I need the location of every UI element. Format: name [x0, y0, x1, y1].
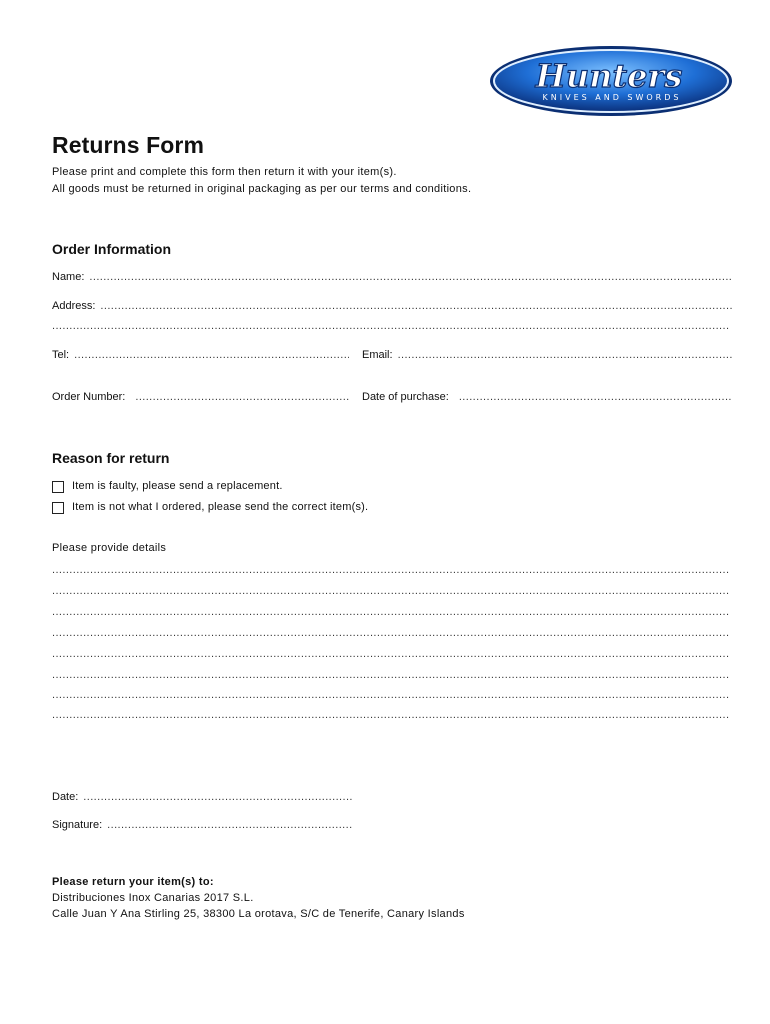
reason-heading: Reason for return [52, 450, 170, 466]
details-line[interactable] [52, 627, 730, 639]
page-title: Returns Form [52, 132, 204, 158]
hunters-logo [488, 44, 734, 118]
details-line[interactable] [52, 585, 730, 597]
return-address-street: Calle Juan Y Ana Stirling 25, 38300 La orotava, S/C de Tenerife, Canary Islands [52, 908, 465, 920]
details-label: Please provide details [52, 542, 167, 554]
details-line[interactable] [52, 669, 730, 681]
tel-field[interactable] [52, 349, 349, 363]
return-address-heading: Please return your item(s) to: [52, 876, 214, 888]
details-line[interactable] [52, 689, 730, 701]
address-label: Address: [52, 300, 96, 312]
name-field[interactable] [52, 271, 732, 285]
order-information-heading: Order Information [52, 241, 172, 257]
date-of-purchase-label: Date of purchase: [362, 391, 449, 403]
return-address-company: Distribuciones Inox Canarias 2017 S.L. [52, 892, 254, 904]
faulty-option-label: Item is faulty, please send a replacement. [72, 480, 283, 492]
faulty-checkbox[interactable] [52, 481, 64, 493]
details-line[interactable] [52, 564, 730, 576]
details-line[interactable] [52, 709, 730, 721]
details-line[interactable] [52, 648, 730, 660]
address-field[interactable] [52, 300, 732, 314]
signature-field[interactable] [52, 819, 352, 833]
order-number-field[interactable] [52, 391, 349, 405]
wrong-item-option-label: Item is not what I ordered, please send the correct item(s). [72, 501, 369, 513]
order-number-label: Order Number: [52, 391, 126, 403]
intro-line-1: Please print and complete this form then return it with your item(s). [52, 166, 397, 178]
name-label: Name: [52, 271, 85, 283]
address-line-2[interactable] [52, 320, 730, 332]
date-label: Date: [52, 791, 79, 803]
logo-brand-text: Hunters [535, 57, 683, 95]
date-field[interactable] [52, 791, 352, 805]
tel-label: Tel: [52, 349, 70, 361]
logo-emblem [488, 44, 734, 118]
details-line[interactable] [52, 606, 730, 618]
intro-line-2: All goods must be returned in original packaging as per our terms and conditions. [52, 183, 472, 195]
date-of-purchase-field[interactable] [362, 391, 732, 405]
email-label: Email: [362, 349, 393, 361]
wrong-item-checkbox[interactable] [52, 502, 64, 514]
signature-label: Signature: [52, 819, 103, 831]
logo-tagline-text: KNIVES AND SWORDS [542, 93, 682, 102]
email-field[interactable] [362, 349, 732, 363]
